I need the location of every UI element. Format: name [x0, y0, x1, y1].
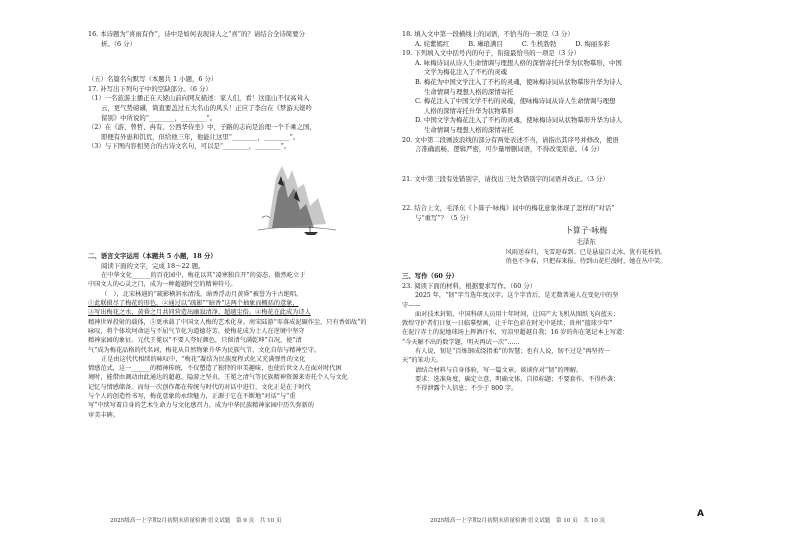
- section-5-heading: （五）名篇名句默写（本题共 1 小题，6 分）: [88, 75, 218, 84]
- option-b-line-2: 生命情调与理想人格的深情寄托: [424, 87, 514, 96]
- question-18: 18. 填入文中第一段横线上的词语，不恰当的一项是（3 分）: [402, 30, 574, 38]
- question-16: [88, 30, 392, 49]
- question-19: 19. 下列填入文中括号内的句子，衔接最恰当的一项是（3 分）: [402, 49, 581, 58]
- paper-version-mark: A: [697, 509, 704, 519]
- poem-title: 卜算子·咏梅: [564, 225, 608, 235]
- passage-line-10: 正是由这代代相续的咏叹中，“梅花”凝结为民族度程式化又充满弹性的文化: [101, 355, 306, 363]
- question-17-line-5: （2）在《游、曾哲、冉有、公西华侍坐》中，子路的志向是治理一个千乘之国，: [88, 123, 316, 132]
- section-2-heading: 二、语言文字运用（本题共 5 小题，18 分）: [88, 251, 217, 260]
- material-line-7: 有人说，韧是“百炼钢成绕指柔”的智慧；也有人说，韧不过是“再坚持一: [415, 348, 611, 356]
- passage-line-9: 气”成为梅花品格的代名词，梅花从自然物象升华为民族气节、文化自信与精神空守。: [88, 346, 321, 354]
- poem-author: 毛泽东: [576, 237, 596, 246]
- passage-intro: 阅读下面的文字，完成 18～22 题。: [101, 261, 205, 270]
- passage-line-13: 记忆与情感储备。而每一次创作都在传统与时代的对话中进行，文化正是在于时代: [88, 383, 311, 391]
- question-17: [88, 85, 392, 152]
- writing-material: [402, 291, 770, 393]
- poem-line-1: 风雨送春归，飞雪迎春到。已是悬崖百丈冰，犹有花枝俏。: [505, 248, 667, 256]
- passage-line-1: 在中华文化______的百花园中，梅花以其“凌寒独自开”的姿态，傲然屹立于: [101, 272, 306, 280]
- material-line-11: 不得泄露个人信息；不少于 800 字。: [415, 385, 518, 393]
- section-3-heading: 三、写作（60 分）: [402, 272, 458, 281]
- passage-line-2: 中国文人的心灵之门，成为一种超越时空的精神符号。: [88, 281, 237, 289]
- exam-page-10: [400, 0, 800, 544]
- page-footer-9: 2025级高一上学期2月初期末质量检测·语文试题 第 9 页 共 10 页: [110, 518, 282, 524]
- passage-line-5: ③写出梅花之水、黄昏之月共同营造出幽寂清净、超越尘俗。④梅花在此成为诗人: [88, 309, 311, 317]
- question-16-line-2: 析。（6 分）: [101, 39, 136, 48]
- landscape-ink-painting: [248, 158, 344, 242]
- material-line-1: 2025 年，“韧”字当选年度汉字。这个字背后，是无数普通人在变化中的坚: [415, 292, 619, 300]
- passage-line-16: 审美丰碑。: [88, 411, 119, 419]
- option-c-line-2: 人格的深情寄托升华为状物摹形: [424, 106, 514, 115]
- question-23: 23. 阅读下面的材料，根据要求写作。（60 分）: [402, 281, 537, 290]
- option-b-line-1: B. 梅花为中国文学注入了不朽的灵魂，使咏梅诗词从状物摹形升华为诗人: [415, 77, 622, 86]
- question-18-options: A. 姹紫嫣红 B. 琳琅满目 C. 生机勃勃 D. 绚丽多彩: [415, 39, 610, 48]
- passage-line-7: 咏叹，将个体坎坷命运与不屈气节化为道德芬芳，使梅花成为士人在逆境中坚守: [88, 327, 305, 335]
- passage-line-8: 精神家园的象征。元代王冕以“不要人夸好颜色，只留清气满乾坤”自况，使“清: [88, 337, 302, 345]
- question-17-line-6: 即便有外患和饥荒，但给他三年，他能让这里“________，________”。: [101, 132, 300, 141]
- question-16-line-1: 16. 本诗题为“喜雨有作”，诗中是如何表现诗人之“喜”的？请结合全诗简要分: [88, 30, 305, 38]
- passage-line-12: 境时，能借由调动由此通达的超越、隐游之坚贞，王冕之清气等民族精神资源来寄托个人与文化: [88, 374, 348, 382]
- poem-line-2: 俏也不争春，只把春来报。待到山花烂漫时，她在丛中笑。: [505, 257, 667, 265]
- option-a-line-2: 文学为梅花注入了不朽的灵魂: [424, 68, 508, 77]
- material-line-8: 天”的笨功夫。: [402, 357, 443, 365]
- question-22: [402, 204, 770, 223]
- passage-line-15: 写”中续写着自身的艺术生命力与文化感召力，成为中华民族精神家园中历久弥新的: [88, 402, 314, 410]
- material-line-6: “今天解不出的数学题，明天再试一次”……: [402, 338, 520, 346]
- question-20-line-1: 20. 文中第二段画波浪线的部分有两处表述不当，请指出其序号并修改，使语: [402, 135, 619, 144]
- passage-line-14: 与个人的创造性书写，梅花意象的永续魅力，正源于它在不断地“对话”与“重: [88, 392, 296, 400]
- question-17-line-2: （1）一名旅游主播正在天姥山前向网友描述：家人们，看！这座山不仅高耸入: [88, 94, 310, 103]
- material-line-9: 请结合材料与自身体验，写一篇文章，谈谈你对“韧”的理解。: [415, 366, 583, 374]
- passage-line-4: ①此联摄尽了梅花的形色，②通过以“疏影”“暗香”这两个抽象而概括的意象，: [88, 300, 299, 308]
- question-22-line-2: 与“重写”？（5 分）: [415, 213, 473, 222]
- page-footer-10: 2025级高一上学期2月初期末质量检测·语文试题 第 10 页 共 10 页: [430, 518, 606, 524]
- material-line-4: 敦煌守护者们日复一日临摹壁画，让千年色彩在时光中延续；贵州“篮球少年”: [402, 320, 613, 328]
- question-17-line-7: （3）与下图内容相契合的古诗文名句，可以是“________，________”。: [88, 142, 291, 151]
- material-line-2: 守——: [402, 301, 421, 309]
- passage-line-3: （ ），北宋林逋的“疏影横斜水清浅，暗香浮动月黄昏”被誉为千古绝唱。: [101, 290, 303, 298]
- option-c-line-1: C. 梅花注入了中国文学不朽的灵魂，使咏梅诗词从诗人生命情调与理想: [415, 97, 616, 106]
- material-line-5: 在泥泞赤土的泥地球场上挥洒汗水，穷凉里超越自我；16 岁的你在笔记本上写道：: [402, 329, 629, 337]
- question-17-line-3: 云，更气势磅礴，简直要盖过五大名山的风头！正应了李白在《梦游天姥吟: [101, 103, 312, 112]
- poem-block: [402, 224, 770, 267]
- question-19-options: [402, 59, 770, 136]
- passage-line-11: 情感范式，这一______的精神传统，不仅塑造了独特的审美趣味，也使后世文人在面对时代困: [88, 365, 342, 373]
- option-d-line-1: D. 中国文学为梅花注入了不朽的灵魂，使咏梅诗词从状物摹形升华为诗人: [415, 116, 623, 125]
- material-line-10: 要求：选准角度，确定立意，明确文体，自拟标题；不要套作，不得抄袭；: [415, 375, 620, 383]
- question-20-line-2: 言准确流畅，逻辑严密，可少量增删词语，不得改变原意。（4 分）: [415, 145, 604, 154]
- reading-passage: [88, 271, 392, 420]
- question-17-line-1: 17. 补写出下列句子中的空缺部分。（6 分）: [88, 84, 212, 93]
- option-a-line-1: A. 咏梅诗词从诗人生命情调与理想人格的深情寄托升华为状物摹形，中国: [415, 58, 622, 67]
- question-20: [402, 136, 770, 155]
- question-17-line-4: 留别》中所说的“________，________”。: [101, 113, 217, 122]
- option-d-line-2: 生命情调与理想人格的深情寄托: [424, 125, 514, 134]
- material-line-3: 面对技术封锁，中国科研人员用十年时间，让国产大飞机从图纸飞向蓝天；: [415, 310, 620, 318]
- question-22-line-1: 22. 结合上文，毛泽东《卜算子·咏梅》词中的梅花意象体现了怎样的“对话”: [402, 204, 615, 213]
- question-21: 21. 文中第三段有处错别字，请找出三处含错别字的词语并改正。（3 分）: [402, 174, 609, 183]
- passage-line-6: 精神世界投射的载体，⑤更承载了中国文人梅的艺术化身。南宋陆游“零落成泥碾作尘，只有香如故”的: [88, 318, 367, 326]
